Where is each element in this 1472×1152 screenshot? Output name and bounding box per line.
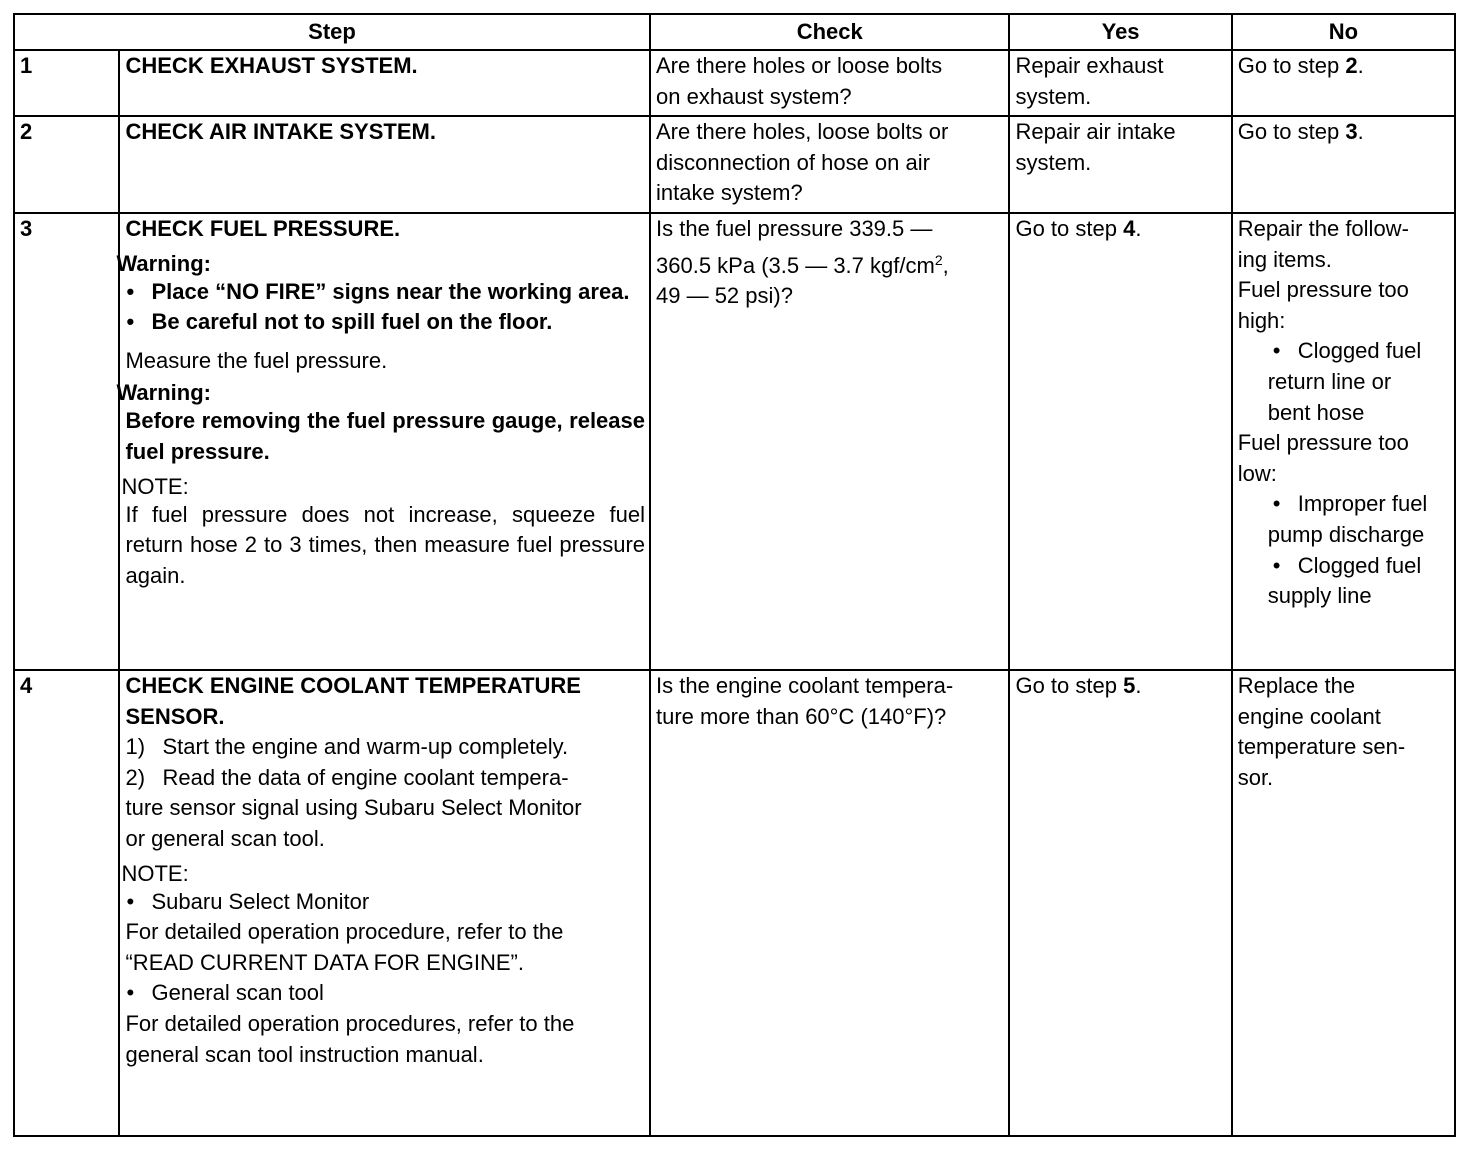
procedure-step xyxy=(125,763,645,794)
no-bullet xyxy=(1268,551,1450,612)
yes-prefix: Go to step xyxy=(1015,216,1124,241)
check-cell xyxy=(650,50,1009,116)
table-row xyxy=(14,50,1455,116)
step-number: 3 xyxy=(14,213,119,670)
no-step-ref: 2 xyxy=(1345,53,1358,78)
check-line: disconnection of hose on air xyxy=(656,149,930,175)
yes-cell xyxy=(1009,116,1231,213)
step-cell xyxy=(116,213,650,670)
header-check: Check xyxy=(650,14,1009,50)
check-line: Is the engine coolant tempera- xyxy=(656,673,954,698)
warning-label: Warning: xyxy=(116,380,211,406)
check-part: , xyxy=(942,252,949,278)
yes-line: system. xyxy=(1015,83,1092,109)
procedure-num: 1) xyxy=(125,734,146,760)
header-yes: Yes xyxy=(1009,14,1231,50)
yes-step-ref: 5 xyxy=(1123,673,1136,698)
warning-bullet: • Be careful not to spill fuel on the floor. xyxy=(125,307,645,338)
no-bullet-line: supply line xyxy=(1267,583,1372,609)
table-row xyxy=(14,116,1455,213)
no-cell xyxy=(1232,213,1455,670)
table-row xyxy=(14,213,1455,670)
note-text: For detailed operation procedures, refer to the xyxy=(125,1010,575,1036)
yes-line: Repair exhaust xyxy=(1015,53,1164,78)
check-part: 360.5 kPa (3.5 — 3.7 kgf/cm xyxy=(656,252,935,278)
yes-suffix: . xyxy=(1135,673,1142,698)
no-bullet-line: • Clogged fuel xyxy=(1297,338,1422,364)
no-suffix: . xyxy=(1357,119,1364,144)
no-cell xyxy=(1232,50,1455,116)
procedure-num: 2) xyxy=(125,764,146,790)
header-row xyxy=(14,14,1455,50)
no-line: Repair the follow- xyxy=(1237,216,1409,241)
step-title: SENSOR. xyxy=(125,703,225,729)
procedure-text: or general scan tool. xyxy=(125,825,325,851)
header-step: Step xyxy=(14,14,650,50)
step-title: CHECK FUEL PRESSURE. xyxy=(125,216,401,241)
note-text: “READ CURRENT DATA FOR ENGINE”. xyxy=(125,949,524,975)
step-cell xyxy=(119,116,650,213)
yes-line: system. xyxy=(1015,149,1092,175)
no-cell xyxy=(1232,670,1455,1136)
no-step-ref: 3 xyxy=(1345,119,1358,144)
yes-prefix: Go to step xyxy=(1015,673,1124,698)
no-bullet xyxy=(1268,336,1450,428)
check-line: Are there holes, loose bolts or xyxy=(656,119,949,144)
no-line: ing items. xyxy=(1237,246,1332,272)
header-no: No xyxy=(1232,14,1455,50)
no-bullet xyxy=(1268,489,1450,550)
no-line: high: xyxy=(1237,307,1286,333)
check-line: ture more than 60°C (140°F)? xyxy=(656,703,947,729)
no-bullet-line: • Improper fuel xyxy=(1297,491,1428,517)
no-line: Fuel pressure too xyxy=(1237,430,1409,456)
step-title: CHECK AIR INTAKE SYSTEM. xyxy=(125,119,436,144)
step-number: 1 xyxy=(14,50,119,116)
no-bullet-line: return line or xyxy=(1267,368,1392,394)
no-line: Replace the xyxy=(1237,673,1356,698)
check-line-2 xyxy=(656,251,1004,282)
warning-label: Warning: xyxy=(116,250,211,276)
no-bullet-line: pump discharge xyxy=(1267,521,1425,547)
procedure-step xyxy=(125,732,645,763)
table-row xyxy=(14,670,1455,1136)
check-cell xyxy=(650,213,1009,670)
note-text: general scan tool instruction manual. xyxy=(125,1041,484,1067)
check-line: intake system? xyxy=(656,180,803,206)
step-number: 4 xyxy=(14,670,119,1136)
yes-cell xyxy=(1009,670,1231,1136)
note-bullet: • Subaru Select Monitor xyxy=(125,887,645,918)
check-line: 49 — 52 psi)? xyxy=(656,283,793,309)
note-bullet: • General scan tool xyxy=(125,978,645,1009)
note-label: NOTE: xyxy=(121,860,189,886)
yes-suffix: . xyxy=(1135,216,1142,241)
no-line: sor. xyxy=(1237,764,1274,790)
note-label: NOTE: xyxy=(121,473,189,499)
check-cell xyxy=(650,670,1009,1136)
procedure-text: ture sensor signal using Subaru Select Monitor xyxy=(125,795,582,821)
diagnostic-table xyxy=(13,13,1456,1137)
warning-text: Before removing the fuel pressure gauge, release fuel pressure. xyxy=(125,408,645,464)
step-number: 2 xyxy=(14,116,119,213)
warning-bullet: • Place “NO FIRE” signs near the working area. xyxy=(125,277,645,308)
no-suffix: . xyxy=(1357,53,1364,78)
step-cell xyxy=(119,670,650,1136)
step-title: CHECK EXHAUST SYSTEM. xyxy=(125,53,418,78)
yes-line: Repair air intake xyxy=(1015,119,1176,144)
no-cell xyxy=(1232,116,1455,213)
yes-cell xyxy=(1009,50,1231,116)
no-prefix: Go to step xyxy=(1237,119,1346,144)
check-cell xyxy=(650,116,1009,213)
superscript: 2 xyxy=(934,251,943,268)
no-line: engine coolant xyxy=(1237,703,1381,729)
no-bullet-line: bent hose xyxy=(1267,399,1365,425)
no-bullet-line: • Clogged fuel xyxy=(1297,552,1422,578)
procedure-text: Start the engine and warm-up completely. xyxy=(162,734,569,760)
procedure-text: Read the data of engine coolant tempera- xyxy=(162,764,569,790)
instruction-text: Measure the fuel pressure. xyxy=(125,347,388,373)
note-text: If fuel pressure does not increase, squeeze fuel return hose 2 to 3 times, then measure fuel pressure again. xyxy=(125,501,645,588)
no-prefix: Go to step xyxy=(1237,53,1346,78)
check-line: on exhaust system? xyxy=(656,83,852,109)
no-line: temperature sen- xyxy=(1237,734,1406,760)
check-line: Are there holes or loose bolts xyxy=(656,53,943,78)
yes-cell xyxy=(1009,213,1231,670)
no-line: low: xyxy=(1237,460,1277,486)
check-line: Is the fuel pressure 339.5 — xyxy=(656,216,933,241)
no-line: Fuel pressure too xyxy=(1237,277,1409,303)
note-text: For detailed operation procedure, refer to the xyxy=(125,919,564,945)
yes-step-ref: 4 xyxy=(1123,216,1136,241)
step-cell xyxy=(119,50,650,116)
step-title: CHECK ENGINE COOLANT TEMPERATURE xyxy=(125,673,581,698)
